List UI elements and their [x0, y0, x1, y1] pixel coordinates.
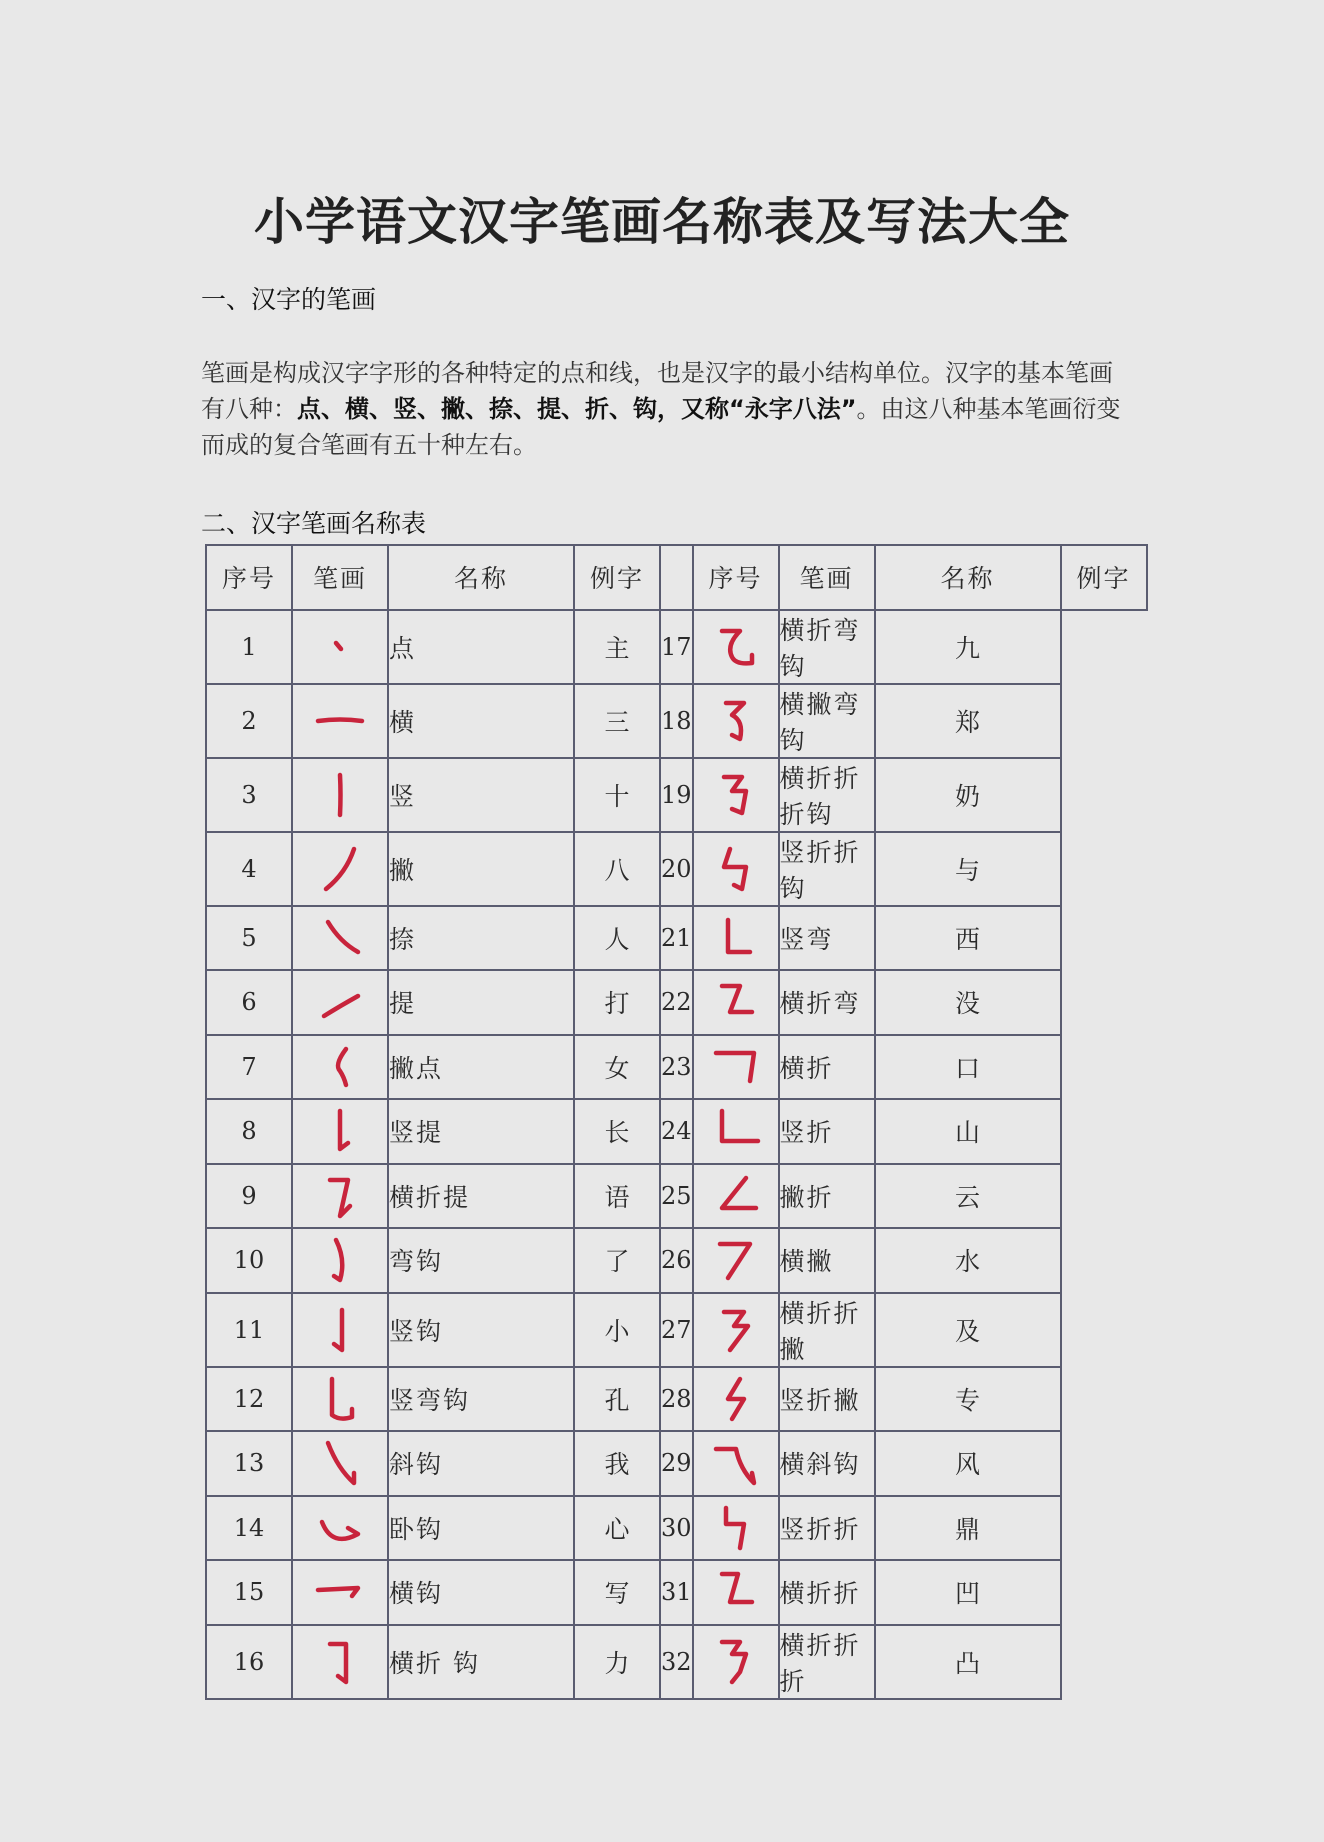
header-name-left: 名称: [388, 545, 574, 610]
hengzhezhezhe-stroke-icon: [706, 1632, 766, 1692]
stroke-number: 13: [206, 1431, 292, 1496]
example-character: 语: [574, 1164, 660, 1229]
shuzhezhe-stroke-icon: [706, 1498, 766, 1558]
wangou-stroke-icon: [310, 1230, 370, 1290]
stroke-number: 15: [206, 1560, 292, 1625]
hengpiewangou-stroke-icon: [706, 691, 766, 751]
stroke-name: 卧钩: [388, 1496, 574, 1561]
example-character: 三: [574, 684, 660, 758]
shuzhepie-stroke-icon: [706, 1369, 766, 1429]
example-character: 鼎: [875, 1496, 1061, 1561]
intro-paragraph: [201, 355, 1131, 463]
example-character: 心: [574, 1496, 660, 1561]
stroke-glyph-cell: [292, 832, 388, 906]
stroke-number: 24: [660, 1099, 693, 1164]
example-character: 专: [875, 1367, 1061, 1432]
stroke-number: 25: [660, 1164, 693, 1229]
stroke-number: 18: [660, 684, 693, 758]
hengzhezhezhegou-stroke-icon: [706, 765, 766, 825]
table-row: [206, 1496, 1147, 1561]
table-gap: [660, 545, 693, 610]
stroke-number: 10: [206, 1228, 292, 1293]
hengzhe-stroke-icon: [706, 1037, 766, 1097]
stroke-glyph-cell: [292, 906, 388, 971]
henggou-stroke-icon: [310, 1562, 370, 1622]
shuwan-stroke-icon: [706, 908, 766, 968]
stroke-name: 竖提: [388, 1099, 574, 1164]
stroke-name: 横折弯: [779, 970, 875, 1035]
example-character: 九: [875, 610, 1061, 684]
stroke-glyph-cell: [693, 832, 779, 906]
stroke-glyph-cell: [693, 684, 779, 758]
example-character: 孔: [574, 1367, 660, 1432]
table-row: [206, 906, 1147, 971]
stroke-glyph-cell: [693, 970, 779, 1035]
example-character: 凸: [875, 1625, 1061, 1699]
stroke-number: 31: [660, 1560, 693, 1625]
example-character: 八: [574, 832, 660, 906]
stroke-number: 5: [206, 906, 292, 971]
stroke-number: 4: [206, 832, 292, 906]
stroke-name: 点: [388, 610, 574, 684]
table-row: [206, 1099, 1147, 1164]
stroke-name: 竖折: [779, 1099, 875, 1164]
stroke-number: 19: [660, 758, 693, 832]
stroke-name: 撇: [388, 832, 574, 906]
example-character: 奶: [875, 758, 1061, 832]
stroke-name: 弯钩: [388, 1228, 574, 1293]
shu-stroke-icon: [310, 765, 370, 825]
example-character: 主: [574, 610, 660, 684]
hengzhegou-stroke-icon: [310, 1632, 370, 1692]
stroke-number: 2: [206, 684, 292, 758]
stroke-glyph-cell: [292, 1431, 388, 1496]
example-character: 写: [574, 1560, 660, 1625]
table-row: [206, 1625, 1147, 1699]
stroke-name: 横折弯钩: [779, 610, 875, 684]
stroke-number: 22: [660, 970, 693, 1035]
pie-stroke-icon: [310, 839, 370, 899]
stroke-name: 竖折撇: [779, 1367, 875, 1432]
stroke-number: 21: [660, 906, 693, 971]
example-character: 凹: [875, 1560, 1061, 1625]
stroke-number: 6: [206, 970, 292, 1035]
example-character: 人: [574, 906, 660, 971]
stroke-name: 横斜钩: [779, 1431, 875, 1496]
table-row: [206, 1560, 1147, 1625]
stroke-name: 横折折折钩: [779, 758, 875, 832]
stroke-glyph-cell: [693, 1293, 779, 1367]
table-row: [206, 1035, 1147, 1100]
stroke-glyph-cell: [693, 1228, 779, 1293]
table-row: [206, 1228, 1147, 1293]
header-no-left: 序号: [206, 545, 292, 610]
piedian-stroke-icon: [310, 1037, 370, 1097]
hengpie-stroke-icon: [706, 1230, 766, 1290]
stroke-glyph-cell: [292, 1228, 388, 1293]
shugou-stroke-icon: [310, 1300, 370, 1360]
stroke-name: 横折提: [388, 1164, 574, 1229]
section-heading-strokes: 一、汉字的笔画: [201, 285, 377, 314]
stroke-glyph-cell: [292, 1035, 388, 1100]
stroke-glyph-cell: [693, 1496, 779, 1561]
example-character: 与: [875, 832, 1061, 906]
stroke-glyph-cell: [693, 1035, 779, 1100]
stroke-glyph-cell: [693, 1164, 779, 1229]
stroke-name: 斜钩: [388, 1431, 574, 1496]
example-character: 云: [875, 1164, 1061, 1229]
stroke-number: 30: [660, 1496, 693, 1561]
stroke-number: 12: [206, 1367, 292, 1432]
stroke-glyph-cell: [292, 1367, 388, 1432]
dian-stroke-icon: [310, 617, 370, 677]
stroke-glyph-cell: [292, 684, 388, 758]
xiegou-stroke-icon: [310, 1433, 370, 1493]
stroke-number: 29: [660, 1431, 693, 1496]
stroke-glyph-cell: [693, 1625, 779, 1699]
stroke-glyph-cell: [693, 1431, 779, 1496]
example-character: 打: [574, 970, 660, 1035]
header-stroke-right: 笔画: [779, 545, 875, 610]
example-character: 西: [875, 906, 1061, 971]
table-row: [206, 1293, 1147, 1367]
stroke-glyph-cell: [693, 1099, 779, 1164]
header-example-right: 例字: [1061, 545, 1147, 610]
stroke-name: 捺: [388, 906, 574, 971]
stroke-number: 26: [660, 1228, 693, 1293]
hengzhezhe-stroke-icon: [706, 1562, 766, 1622]
example-character: 我: [574, 1431, 660, 1496]
header-name-right: 名称: [875, 545, 1061, 610]
stroke-name: 横折: [779, 1035, 875, 1100]
na-stroke-icon: [310, 908, 370, 968]
stroke-number: 14: [206, 1496, 292, 1561]
example-character: 郑: [875, 684, 1061, 758]
stroke-name: 竖弯钩: [388, 1367, 574, 1432]
stroke-glyph-cell: [693, 1560, 779, 1625]
hengzheti-stroke-icon: [310, 1166, 370, 1226]
stroke-number: 3: [206, 758, 292, 832]
stroke-name: 撇点: [388, 1035, 574, 1100]
shuzhe-stroke-icon: [706, 1101, 766, 1161]
table-row: [206, 1367, 1147, 1432]
page-title: 小学语文汉字笔画名称表及写法大全: [254, 193, 1070, 251]
example-character: 口: [875, 1035, 1061, 1100]
table-row: [206, 832, 1147, 906]
section-heading-table: 二、汉字笔画名称表: [201, 509, 427, 538]
stroke-name: 横折折: [779, 1560, 875, 1625]
stroke-name: 竖弯: [779, 906, 875, 971]
stroke-name: 竖折折: [779, 1496, 875, 1561]
stroke-glyph-cell: [693, 610, 779, 684]
stroke-glyph-cell: [292, 1164, 388, 1229]
example-character: 力: [574, 1625, 660, 1699]
example-character: 长: [574, 1099, 660, 1164]
intro-text-2: 。由这八种基本笔画衍变而成的复合笔画有五十种左右。: [201, 395, 1121, 459]
stroke-name: 竖折折钩: [779, 832, 875, 906]
table-row: [206, 758, 1147, 832]
stroke-name: 横折 钩: [388, 1625, 574, 1699]
piezhe-stroke-icon: [706, 1166, 766, 1226]
stroke-glyph-cell: [292, 1099, 388, 1164]
stroke-glyph-cell: [292, 1293, 388, 1367]
stroke-number: 23: [660, 1035, 693, 1100]
stroke-number: 11: [206, 1293, 292, 1367]
shuti-stroke-icon: [310, 1101, 370, 1161]
stroke-glyph-cell: [693, 758, 779, 832]
shuzhezhegou-stroke-icon: [706, 839, 766, 899]
example-character: 女: [574, 1035, 660, 1100]
hengxiegou-stroke-icon: [706, 1433, 766, 1493]
hengzhezhepie-stroke-icon: [706, 1300, 766, 1360]
stroke-glyph-cell: [292, 1496, 388, 1561]
stroke-name: 横折折撇: [779, 1293, 875, 1367]
table-row: [206, 610, 1147, 684]
example-character: 了: [574, 1228, 660, 1293]
example-character: 山: [875, 1099, 1061, 1164]
stroke-name: 横折折折: [779, 1625, 875, 1699]
stroke-number: 16: [206, 1625, 292, 1699]
stroke-glyph-cell: [693, 1367, 779, 1432]
stroke-name: 横: [388, 684, 574, 758]
header-no-right: 序号: [693, 545, 779, 610]
intro-text-bold: 点、横、竖、撇、捺、提、折、钩，又称“永字八法”: [297, 395, 857, 423]
stroke-name: 竖钩: [388, 1293, 574, 1367]
wogou-stroke-icon: [310, 1498, 370, 1558]
example-character: 小: [574, 1293, 660, 1367]
stroke-number: 7: [206, 1035, 292, 1100]
stroke-number: 1: [206, 610, 292, 684]
stroke-name: 横钩: [388, 1560, 574, 1625]
example-character: 十: [574, 758, 660, 832]
stroke-number: 9: [206, 1164, 292, 1229]
stroke-number: 27: [660, 1293, 693, 1367]
stroke-number: 17: [660, 610, 693, 684]
table-row: [206, 1164, 1147, 1229]
table-row: [206, 970, 1147, 1035]
header-stroke-left: 笔画: [292, 545, 388, 610]
hengzhewangou-stroke-icon: [706, 617, 766, 677]
stroke-glyph-cell: [292, 1560, 388, 1625]
stroke-name: 撇折: [779, 1164, 875, 1229]
example-character: 没: [875, 970, 1061, 1035]
intro-text-1: 笔画是构成汉字字形的各种特定的点和线，也是汉字的最小结构单位。汉字的基本笔画有八种：: [201, 359, 1113, 423]
stroke-number: 32: [660, 1625, 693, 1699]
example-character: 及: [875, 1293, 1061, 1367]
stroke-glyph-cell: [292, 1625, 388, 1699]
example-character: 风: [875, 1431, 1061, 1496]
stroke-name: 竖: [388, 758, 574, 832]
shuwangou-stroke-icon: [310, 1369, 370, 1429]
ti-stroke-icon: [310, 972, 370, 1032]
stroke-glyph-cell: [693, 906, 779, 971]
heng-stroke-icon: [310, 691, 370, 751]
stroke-number: 28: [660, 1367, 693, 1432]
stroke-name-table: [205, 544, 1148, 1700]
stroke-glyph-cell: [292, 970, 388, 1035]
stroke-glyph-cell: [292, 610, 388, 684]
table-row: [206, 684, 1147, 758]
stroke-name: 提: [388, 970, 574, 1035]
stroke-name: 横撇弯钩: [779, 684, 875, 758]
stroke-glyph-cell: [292, 758, 388, 832]
stroke-name: 横撇: [779, 1228, 875, 1293]
table-header-row: [206, 545, 1147, 610]
table-row: [206, 1431, 1147, 1496]
stroke-number: 8: [206, 1099, 292, 1164]
header-example-left: 例字: [574, 545, 660, 610]
stroke-number: 20: [660, 832, 693, 906]
example-character: 水: [875, 1228, 1061, 1293]
hengzhewan-stroke-icon: [706, 972, 766, 1032]
